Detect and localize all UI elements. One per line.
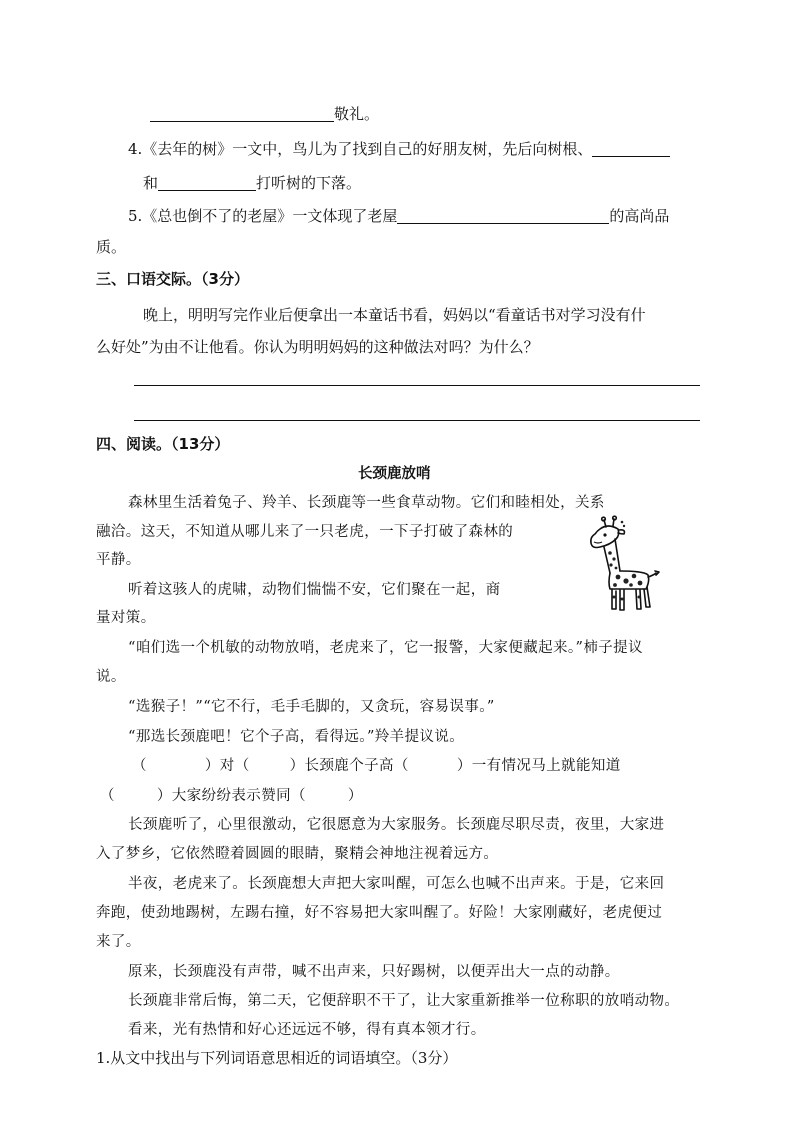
- oral-paragraph-line2: 么好处”为由不让他看。你认为明明妈妈的这种做法对吗？为什么？: [96, 338, 539, 356]
- punctuation-fill-line2[interactable]: [100, 786, 363, 806]
- story-paragraph: “那选长颈鹿吧！它个子高，看得远。”羚羊提议说。: [128, 729, 465, 745]
- section-heading-oral: 三、口语交际。（3分）: [96, 270, 249, 288]
- story-paragraph: 长颈鹿听了，心里很激动，它很愿意为大家服务。长颈鹿尽职尽责，夜里，大家进: [128, 817, 665, 833]
- bracket-text: ）一有情况马上就能知道: [456, 758, 621, 774]
- answer-blank[interactable]: [397, 207, 609, 224]
- story-paragraph: 半夜，老虎来了。长颈鹿想大声把大家叫醒，可怎么也喊不出声来。于是，它来回: [128, 876, 665, 892]
- q5-text: 5.《总也倒不了的老屋》一文体现了老屋: [128, 207, 398, 225]
- bracket-text: （: [132, 758, 147, 774]
- answer-line[interactable]: [134, 385, 700, 386]
- story-paragraph: 奔跑，使劲地踢树，左踢右撞，好不容易把大家叫醒了。好险！大家刚藏好，老虎便过: [96, 905, 663, 921]
- story-paragraph: “咱们选一个机敏的动物放哨，老虎来了，它一报警，大家便藏起来。”柿子提议: [128, 640, 643, 656]
- bracket-text: ）大家纷纷表示赞同（: [156, 788, 306, 804]
- answer-blank[interactable]: [150, 105, 334, 122]
- oral-paragraph-line1: 晚上，明明写完作业后便拿出一本童话书看，妈妈以“看童话书对学习没有什: [143, 306, 646, 324]
- question-5-line2: 质。: [96, 238, 127, 256]
- bracket-text: ）长颈鹿个子高（: [289, 758, 409, 774]
- story-paragraph: 入了梦乡，它依然瞪着圆圆的眼睛，聚精会神地注视着远方。: [96, 846, 499, 862]
- bracket-text: （: [100, 788, 115, 804]
- giraffe-illustration: [582, 515, 664, 615]
- q4-and-text: 和: [143, 174, 159, 192]
- story-paragraph: 森林里生活着兔子、羚羊、长颈鹿等一些食草动物。它们和睦相处，关系: [128, 495, 605, 511]
- question-4-line2: [143, 173, 361, 193]
- story-paragraph: 看来，光有热情和好心还远远不够，得有真本领才行。: [128, 1022, 486, 1038]
- q5-end-text: 的高尚品: [609, 207, 670, 225]
- q4-text: 4.《去年的树》一文中，鸟儿为了找到自己的好朋友树，先后向树根、: [128, 140, 593, 158]
- question-5-line1: [128, 206, 669, 226]
- story-paragraph: 来了。: [96, 934, 141, 950]
- story-paragraph: 原来，长颈鹿没有声带，喊不出声来，只好踢树，以便弄出大一点的动静。: [128, 964, 620, 980]
- salute-text: 敬礼。: [334, 105, 380, 123]
- bracket-text: ）: [347, 788, 363, 804]
- story-paragraph: 长颈鹿非常后悔，第二天，它便辞职不干了，让大家重新推举一位称职的放哨动物。: [128, 993, 680, 1009]
- story-title: 长颈鹿放哨: [358, 466, 431, 482]
- story-paragraph: 平静。: [96, 552, 141, 568]
- question-4-line1: [128, 139, 670, 159]
- reading-question-1: 1.从文中找出与下列词语意思相近的词语填空。（3分）: [96, 1049, 458, 1067]
- punctuation-fill-line1[interactable]: [132, 756, 621, 776]
- story-paragraph: 量对策。: [96, 610, 156, 626]
- section-heading-reading: 四、阅读。（13分）: [96, 435, 230, 453]
- salute-line: [150, 104, 379, 124]
- story-paragraph: 融洽。这天，不知道从哪儿来了一只老虎，一下子打破了森林的: [96, 524, 514, 540]
- story-paragraph: 说。: [96, 669, 126, 685]
- answer-line[interactable]: [134, 420, 700, 421]
- bracket-text: ）对（: [204, 758, 250, 774]
- answer-blank[interactable]: [592, 140, 670, 157]
- story-paragraph: “选猴子！”“它不行，毛手毛脚的，又贪玩，容易误事。”: [128, 699, 495, 715]
- q4-end-text: 打听树的下落。: [256, 174, 362, 192]
- answer-blank[interactable]: [158, 174, 256, 191]
- story-paragraph: 听着这骇人的虎啸，动物们惴惴不安，它们聚在一起，商: [128, 582, 501, 598]
